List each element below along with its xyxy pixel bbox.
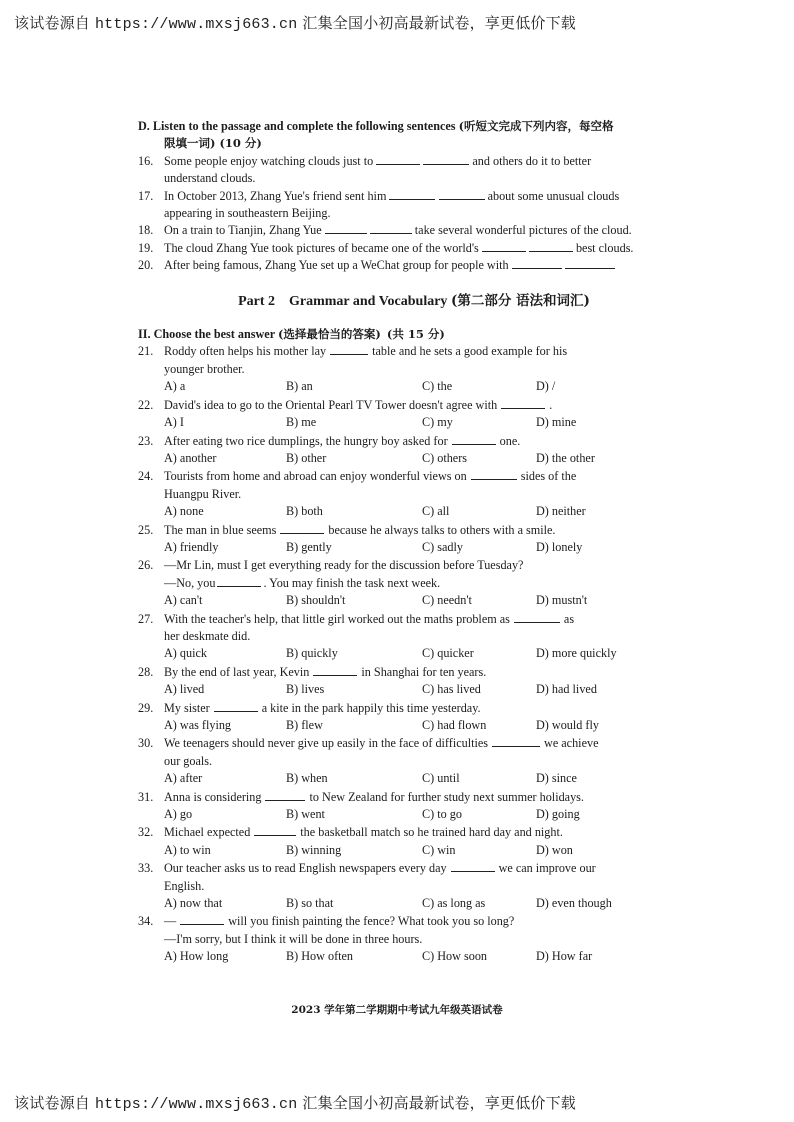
- answer-option[interactable]: C) needn't: [422, 593, 472, 608]
- question-text: the basketball match so he trained hard day and night.: [300, 825, 563, 840]
- question-text: David's idea to go to the Oriental Pearl TV Tower doesn't agree with: [164, 397, 498, 412]
- answer-option[interactable]: D) more quickly: [536, 646, 617, 661]
- answer-option[interactable]: D) the other: [536, 450, 595, 465]
- answer-options: [138, 842, 690, 859]
- list-item: 18. On a train to Tianjin, Zhang Yue take several wonderful pictures of the cloud.: [138, 223, 632, 238]
- banner-suffix: 汇集全国小初高最新试卷，享更低价下载: [302, 1094, 576, 1112]
- answer-blank[interactable]: [217, 575, 261, 587]
- question-text: Our teacher asks us to read English newspapers every day: [164, 861, 447, 876]
- question-text: sides of the: [520, 469, 577, 484]
- answer-option[interactable]: B) flew: [286, 718, 323, 732]
- answer-option[interactable]: A) a: [164, 379, 186, 394]
- question-number: 22.: [138, 397, 154, 412]
- answer-option[interactable]: B) quickly: [286, 646, 338, 661]
- question-text: we can improve our: [498, 861, 596, 876]
- answer-option[interactable]: C) to go: [422, 807, 462, 822]
- answer-blank[interactable]: [180, 913, 224, 925]
- answer-option[interactable]: B) an: [286, 379, 313, 394]
- answer-option[interactable]: A) How long: [164, 949, 229, 964]
- question-text: We teenagers should never give up easily in the face of difficulties: [164, 736, 489, 751]
- question-text: we achieve: [544, 736, 599, 751]
- answer-option[interactable]: D) lonely: [536, 539, 583, 554]
- banner-suffix: 汇集全国小初高最新试卷，享更低价下载: [302, 14, 576, 32]
- answer-option[interactable]: B) gently: [286, 539, 332, 554]
- question-number: 23.: [138, 433, 154, 448]
- answer-option[interactable]: C) my: [422, 415, 453, 430]
- answer-option[interactable]: C) sadly: [422, 539, 463, 554]
- answer-blank[interactable]: [514, 611, 560, 623]
- answer-options: [138, 592, 690, 609]
- exam-footer-title: 2023 学年第二学期期中考试九年级英语试卷: [291, 1004, 503, 1016]
- answer-option[interactable]: B) lives: [286, 682, 325, 697]
- answer-options: [138, 770, 690, 787]
- answer-option[interactable]: D) /: [536, 379, 556, 394]
- answer-blank[interactable]: [492, 735, 540, 747]
- answer-option[interactable]: C) quicker: [422, 646, 474, 661]
- question-number: 29.: [138, 700, 154, 715]
- banner-prefix: 该试卷源自: [14, 1094, 91, 1112]
- answer-blank[interactable]: [452, 433, 496, 445]
- answer-options: [138, 681, 690, 698]
- answer-option[interactable]: D) even though: [536, 896, 612, 911]
- question-number: 28.: [138, 664, 154, 679]
- answer-blank[interactable]: [501, 397, 545, 409]
- question-28: [138, 664, 690, 681]
- answer-option[interactable]: D) going: [536, 807, 580, 822]
- dialogue-line: —I'm sorry, but I think it will be done in three hours.: [164, 931, 423, 946]
- question-number: 26.: [138, 558, 154, 573]
- question-list: [138, 343, 690, 965]
- part-title: Part 2 Grammar and Vocabulary (第二部分 语法和词汇): [238, 292, 590, 309]
- answer-option[interactable]: A) to win: [164, 842, 211, 857]
- question-text: Tourists from home and abroad can enjoy wonderful views on: [164, 469, 467, 484]
- question-text: one.: [499, 433, 521, 448]
- question-text: will you finish painting the fence? What took you so long?: [228, 914, 515, 929]
- answer-blank[interactable]: [330, 343, 368, 355]
- answer-options: [138, 539, 690, 556]
- answer-option[interactable]: D) mine: [536, 415, 577, 430]
- question-number: 25.: [138, 522, 154, 537]
- answer-option[interactable]: C) had flown: [422, 718, 487, 732]
- answer-option[interactable]: C) until: [422, 771, 460, 786]
- question-text-cont: younger brother.: [164, 361, 245, 376]
- answer-option[interactable]: B) other: [286, 450, 327, 465]
- question-text: as: [563, 611, 575, 626]
- question-text: a kite in the park happily this time yesterday.: [261, 700, 481, 715]
- answer-blank[interactable]: [451, 860, 495, 872]
- answer-option[interactable]: A) another: [164, 450, 217, 465]
- answer-option[interactable]: B) when: [286, 771, 328, 786]
- answer-blank[interactable]: [471, 468, 517, 480]
- answer-options: [138, 895, 690, 912]
- answer-option[interactable]: A) lived: [164, 682, 205, 697]
- question-31: [138, 789, 690, 806]
- answer-blank[interactable]: [313, 664, 357, 676]
- answer-option[interactable]: C) others: [422, 450, 468, 465]
- answer-blank[interactable]: [482, 240, 526, 252]
- section-d-items: 16. Some people enjoy watching clouds just to and others do it to better understand clouds. 17. In October 2013, Zhang Yue's friend sent him about some unusual clouds appearing in southeastern Beijing. 18. On a train to Tianjin, Zhang Yue take several wonderful pictures of the cloud. 19. The cloud Zhang Yue took pictures of became one of the world's best clouds. 20. After being famous, Zhang Yue set up a WeChat group for people with: [138, 153, 690, 275]
- question-text: After eating two rice dumplings, the hungry boy asked for: [164, 433, 448, 448]
- answer-option[interactable]: A) none: [164, 504, 204, 519]
- list-item: 19. The cloud Zhang Yue took pictures of became one of the world's best clouds.: [138, 240, 634, 255]
- answer-options: [138, 450, 690, 467]
- section-ii-heading: II. Choose the best answer (选择最恰当的答案) (共 15 分): [138, 327, 445, 342]
- answer-option[interactable]: D) would fly: [536, 718, 599, 732]
- answer-options: [138, 378, 690, 395]
- question-21: [138, 343, 690, 360]
- question-number: 34.: [138, 914, 154, 929]
- answer-option[interactable]: B) How often: [286, 949, 354, 964]
- question-text-cont: our goals.: [164, 753, 213, 768]
- answer-option[interactable]: C) the: [422, 379, 453, 394]
- answer-blank[interactable]: [439, 188, 485, 200]
- answer-option[interactable]: B) shouldn't: [286, 593, 346, 608]
- list-item: 17. In October 2013, Zhang Yue's friend sent him about some unusual clouds: [138, 188, 620, 203]
- answer-option[interactable]: A) friendly: [164, 539, 219, 554]
- question-number: 30.: [138, 736, 154, 751]
- question-text: By the end of last year, Kevin: [164, 664, 310, 679]
- question-number: 31.: [138, 789, 154, 804]
- source-banner-top: [14, 12, 576, 33]
- question-text: The man in blue seems: [164, 522, 277, 537]
- answer-blank[interactable]: [389, 188, 435, 200]
- answer-option[interactable]: A) can't: [164, 593, 203, 608]
- question-text: With the teacher's help, that little girl worked out the maths problem as: [164, 611, 510, 626]
- answer-option[interactable]: C) as long as: [422, 896, 486, 911]
- answer-blank[interactable]: [214, 700, 258, 712]
- list-item: 20. After being famous, Zhang Yue set up a WeChat group for people with: [138, 257, 690, 274]
- answer-option[interactable]: B) went: [286, 807, 325, 822]
- answer-blank[interactable]: [376, 153, 420, 165]
- question-number: 27.: [138, 611, 154, 626]
- question-26: [138, 557, 690, 574]
- question-text-cont: Huangpu River.: [164, 486, 242, 501]
- question-text: to New Zealand for further study next summer holidays.: [309, 789, 584, 804]
- answer-options: [138, 503, 690, 520]
- question-33: [138, 860, 690, 877]
- answer-option[interactable]: C) How soon: [422, 949, 488, 964]
- section-d-heading: D. Listen to the passage and complete the following sentences (听短文完成下列内容，每空格: [138, 119, 614, 133]
- question-34: [138, 913, 690, 930]
- question-text: —Mr Lin, must I get everything ready for the discussion before Tuesday?: [164, 558, 524, 573]
- question-text: because he always talks to others with a smile.: [328, 522, 556, 537]
- answer-blank[interactable]: [254, 824, 296, 836]
- answer-option[interactable]: C) has lived: [422, 682, 481, 697]
- answer-option[interactable]: C) win: [422, 842, 456, 857]
- answer-option[interactable]: A) after: [164, 771, 203, 786]
- answer-options: [138, 717, 690, 734]
- question-text: Anna is considering: [164, 789, 262, 804]
- question-text: My sister: [164, 700, 210, 715]
- answer-blank[interactable]: [565, 257, 615, 269]
- question-text-cont: her deskmate did.: [164, 628, 251, 643]
- answer-blank[interactable]: [325, 222, 367, 234]
- answer-option[interactable]: C) all: [422, 504, 450, 519]
- banner-url[interactable]: https://www.mxsj663.cn: [94, 1096, 298, 1113]
- question-22: [138, 397, 690, 414]
- question-text: in Shanghai for ten years.: [361, 664, 487, 679]
- question-30: [138, 735, 690, 752]
- question-29: [138, 700, 690, 717]
- question-24: [138, 468, 690, 485]
- answer-option[interactable]: D) since: [536, 771, 577, 786]
- answer-option[interactable]: D) How far: [536, 949, 593, 964]
- answer-option[interactable]: D) won: [536, 842, 573, 857]
- answer-blank[interactable]: [512, 257, 562, 269]
- answer-option[interactable]: A) now that: [164, 896, 223, 911]
- answer-options: [138, 948, 690, 965]
- question-number: 33.: [138, 861, 154, 876]
- dialogue-line: —No, you . You may finish the task next week.: [164, 575, 441, 590]
- answer-option[interactable]: A) was flying: [164, 718, 232, 732]
- answer-option[interactable]: D) mustn't: [536, 593, 588, 608]
- answer-options: [138, 414, 690, 431]
- answer-options: [138, 645, 690, 662]
- source-banner-bottom: [14, 1092, 576, 1113]
- answer-option[interactable]: D) neither: [536, 504, 586, 519]
- question-32: [138, 824, 690, 841]
- question-text: Michael expected: [164, 825, 251, 840]
- answer-blank[interactable]: [529, 240, 573, 252]
- question-text: —: [164, 914, 177, 929]
- banner-prefix: 该试卷源自: [14, 14, 91, 32]
- banner-url[interactable]: https://www.mxsj663.cn: [94, 16, 298, 33]
- exam-content: [138, 118, 690, 967]
- question-text-cont: English.: [164, 878, 205, 893]
- question-text: table and he sets a good example for his: [372, 344, 568, 359]
- question-number: 21.: [138, 344, 154, 359]
- answer-options: [138, 806, 690, 823]
- question-number: 32.: [138, 825, 154, 840]
- answer-option[interactable]: A) go: [164, 807, 193, 822]
- answer-option[interactable]: D) had lived: [536, 682, 597, 697]
- question-27: [138, 611, 690, 628]
- answer-option[interactable]: A) quick: [164, 646, 207, 661]
- section-d-heading-cont: 限填一词) (10 分): [164, 136, 262, 151]
- answer-blank[interactable]: [280, 522, 324, 534]
- question-text: .: [549, 397, 553, 412]
- question-number: 24.: [138, 469, 154, 484]
- answer-option[interactable]: B) so that: [286, 896, 334, 911]
- answer-blank[interactable]: [370, 222, 412, 234]
- list-item: 16. Some people enjoy watching clouds just to and others do it to better: [138, 153, 592, 168]
- question-25: [138, 522, 690, 539]
- answer-blank[interactable]: [265, 789, 305, 801]
- answer-option[interactable]: B) me: [286, 415, 317, 430]
- question-text: Roddy often helps his mother lay: [164, 344, 327, 359]
- answer-blank[interactable]: [423, 153, 469, 165]
- answer-option[interactable]: A) I: [164, 415, 184, 430]
- question-23: [138, 433, 690, 450]
- answer-option[interactable]: B) winning: [286, 842, 342, 857]
- answer-option[interactable]: B) both: [286, 504, 323, 519]
